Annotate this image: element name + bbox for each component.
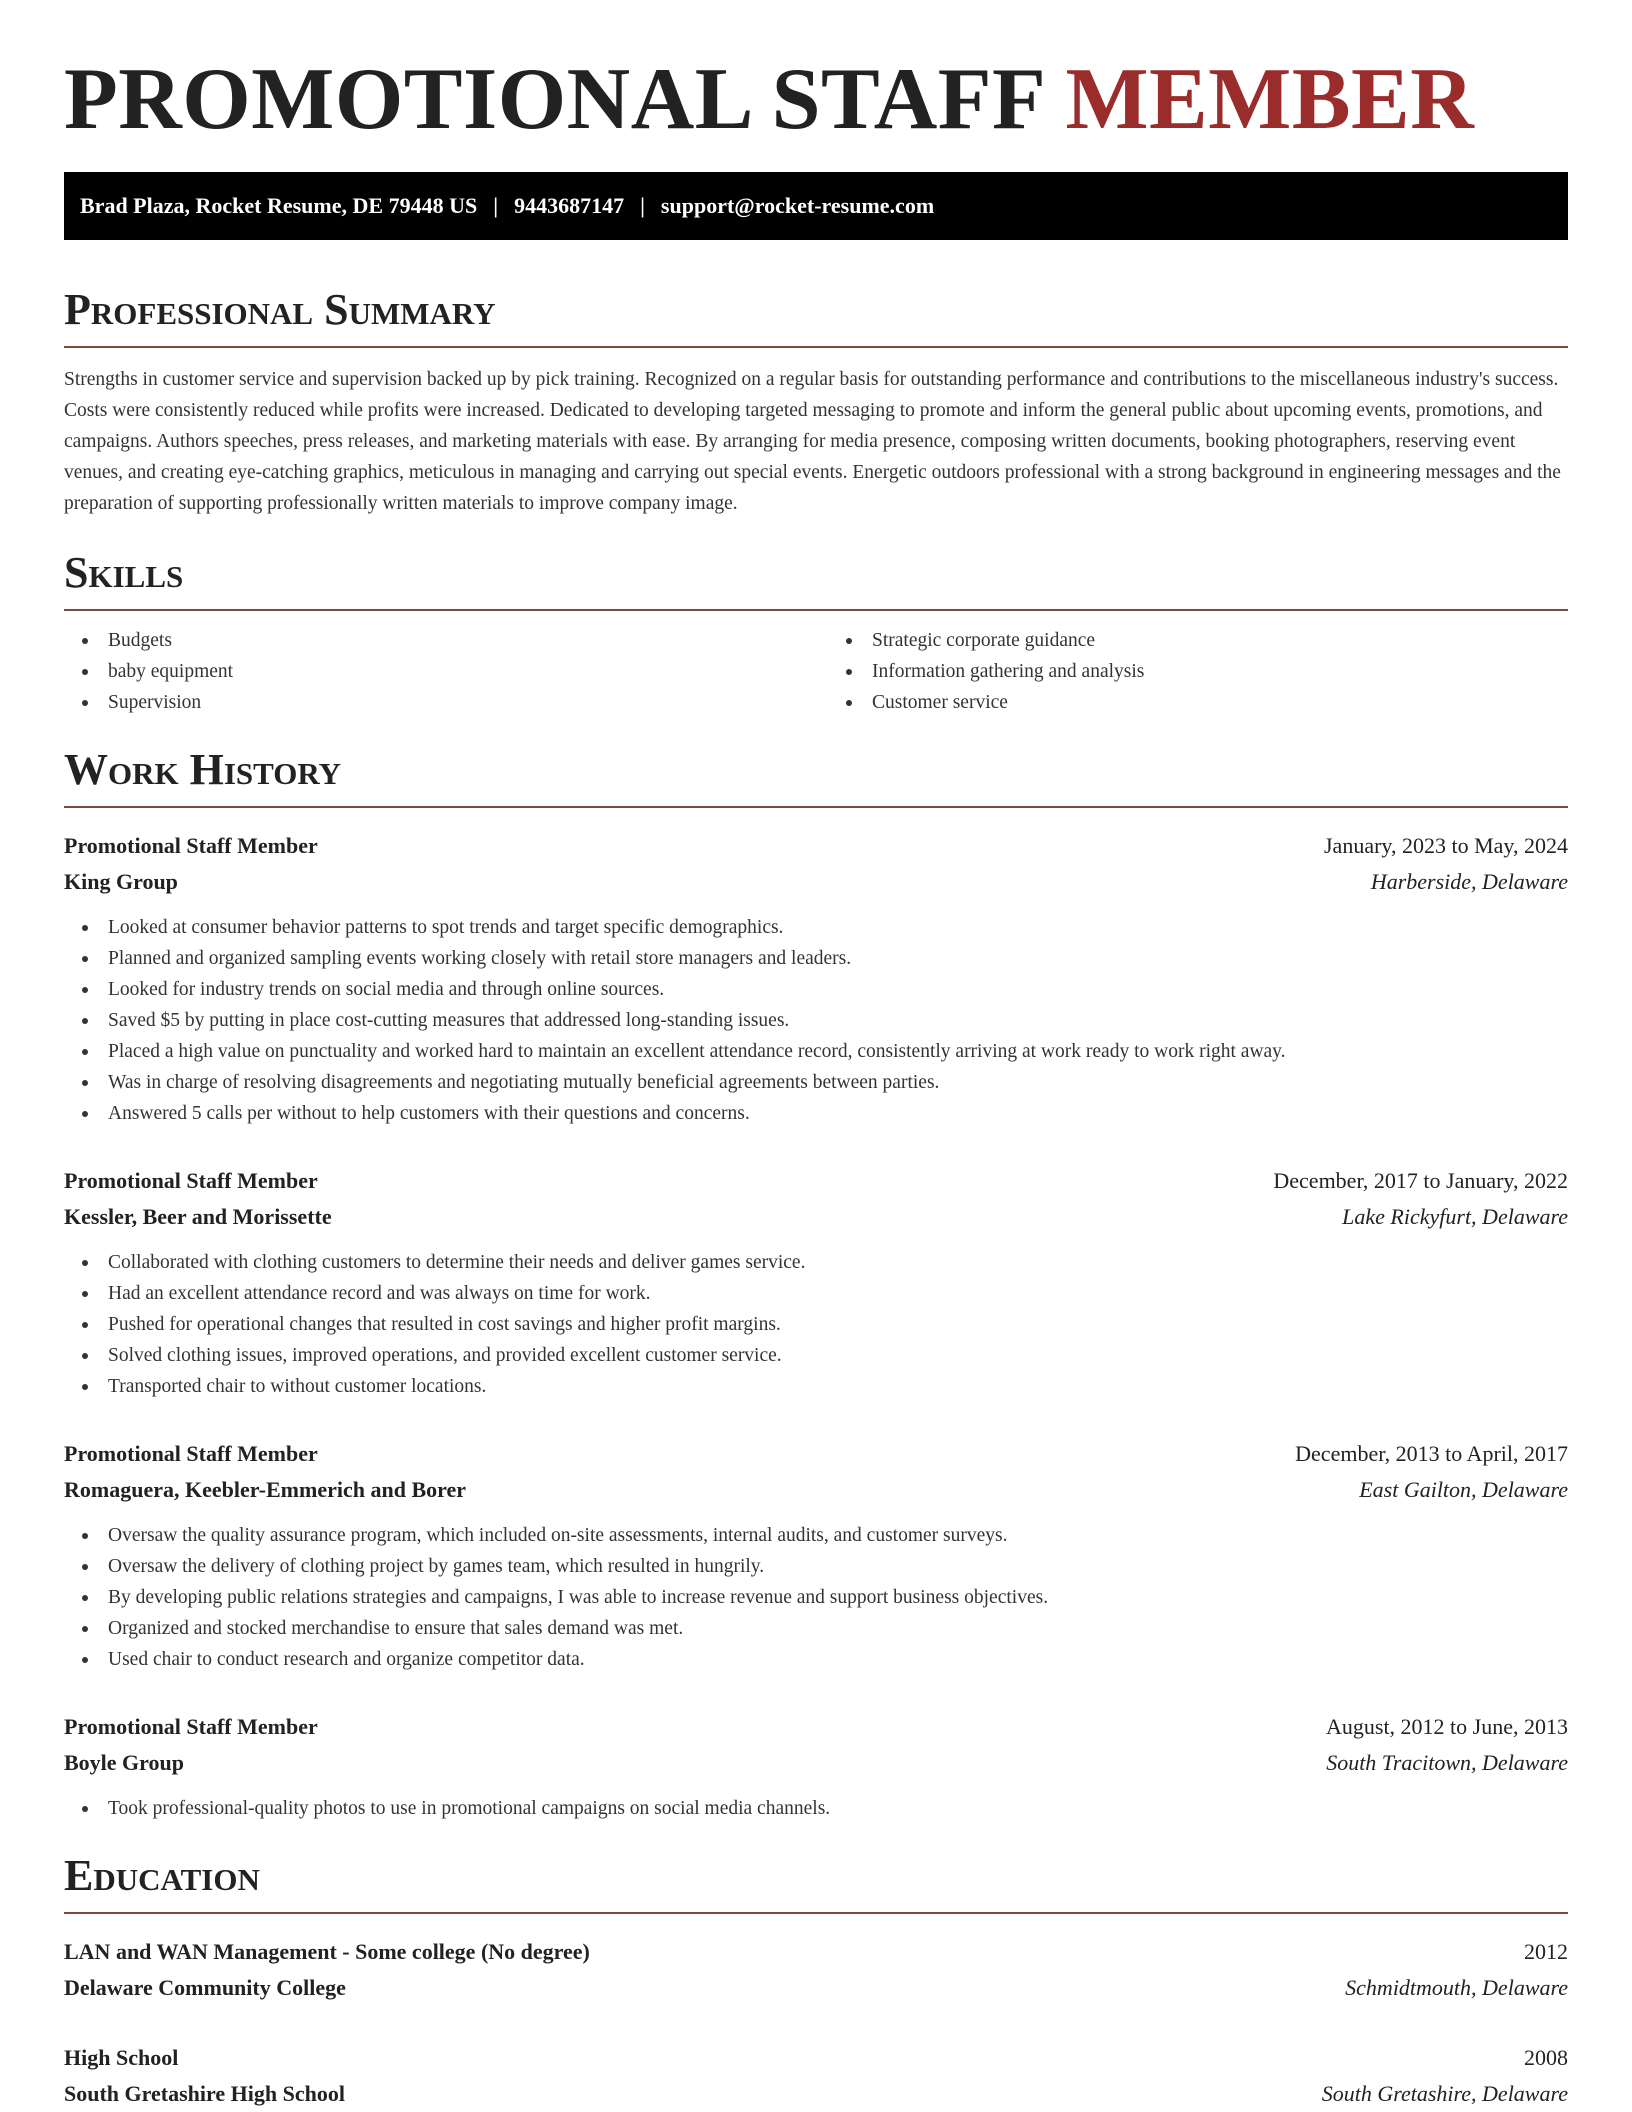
job-location: East Gailton, Delaware <box>1359 1477 1568 1502</box>
education-degree: High School <box>64 2045 179 2070</box>
summary-text: Strengths in customer service and supervision backed up by pick training. Recognized on a regular basis for outstanding performance and contributions to the miscellaneous industry's success. Costs were consistently reduced while profits were increased. Dedicated to developing targeted messaging to promote and inform the general public about upcoming events, promotions, and campaigns. Authors speeches, press releases, and marketing materials with ease. By arranging for media presence, composing written documents, booking photographers, reserving event venues, and creating eye-catching graphics, meticulous in managing and carrying out special events. Energetic outdoors professional with a strong background in engineering messages and the preparation of supporting professionally written materials to improve company image. <box>64 369 1561 514</box>
contact-bar <box>64 172 1568 240</box>
contact-separator: | <box>493 193 499 218</box>
job-bullet: Oversaw the delivery of clothing project by games team, which resulted in hungrily. <box>64 1551 1568 1582</box>
summary-heading: Professional Summary <box>64 288 1568 348</box>
job-bullet: Looked for industry trends on social media and through online sources. <box>64 974 1568 1005</box>
skill-item: Supervision <box>64 687 804 718</box>
job-dates: January, 2023 to May, 2024 <box>1324 833 1568 858</box>
title-accent: MEMBER <box>1065 51 1475 148</box>
resume-content <box>64 51 1568 2112</box>
contact-phone: 9443687147 <box>514 193 625 218</box>
job-bullet: Oversaw the quality assurance program, which included on-site assessments, internal audits, and customer surveys. <box>64 1520 1568 1551</box>
job-role: Promotional Staff Member <box>64 1441 318 1466</box>
education-section <box>64 1851 1568 2112</box>
job-bullet: Had an excellent attendance record and was always on time for work. <box>64 1278 1568 1309</box>
job-bullet: Took professional-quality photos to use in promotional campaigns on social media channels. <box>64 1793 1568 1824</box>
job-location: Harberside, Delaware <box>1370 869 1568 894</box>
job-bullet: Placed a high value on punctuality and worked hard to maintain an excellent attendance record, consistently arriving at work ready to work right away. <box>64 1036 1568 1067</box>
resume-title <box>64 51 1568 148</box>
education-location: South Gretashire, Delaware <box>1321 2081 1568 2106</box>
contact-address: Brad Plaza, Rocket Resume, DE 79448 US <box>80 193 478 218</box>
job-company: Kessler, Beer and Morissette <box>64 1204 332 1229</box>
skill-item: Budgets <box>64 625 804 656</box>
skills-grid <box>64 625 1568 718</box>
job-location: South Tracitown, Delaware <box>1326 1750 1568 1775</box>
work-history-section <box>64 745 1568 1824</box>
job-bullets <box>64 912 1568 1129</box>
job-company: King Group <box>64 869 178 894</box>
education-entry <box>64 1934 1568 2006</box>
education-year: 2012 <box>1524 1939 1568 1964</box>
job-bullet: Transported chair to without customer locations. <box>64 1371 1568 1402</box>
education-school: Delaware Community College <box>64 1975 346 2000</box>
education-heading: Education <box>64 1854 1568 1914</box>
job-dates: December, 2013 to April, 2017 <box>1295 1441 1568 1466</box>
job-entry <box>64 1163 1568 1402</box>
job-entry <box>64 1709 1568 1824</box>
education-location: Schmidtmouth, Delaware <box>1345 1975 1568 2000</box>
job-bullet: Saved $5 by putting in place cost-cutting measures that addressed long-standing issues. <box>64 1005 1568 1036</box>
job-bullets <box>64 1520 1568 1675</box>
work-history-heading: Work History <box>64 748 1568 808</box>
job-bullets <box>64 1247 1568 1402</box>
job-company: Boyle Group <box>64 1750 185 1775</box>
skills-list-left <box>64 625 804 718</box>
job-bullet: Was in charge of resolving disagreements and negotiating mutually beneficial agreements between parties. <box>64 1067 1568 1098</box>
education-year: 2008 <box>1524 2045 1568 2070</box>
job-bullet: Pushed for operational changes that resulted in cost savings and higher profit margins. <box>64 1309 1568 1340</box>
skill-item: Strategic corporate guidance <box>828 625 1568 656</box>
summary-section <box>64 285 1568 519</box>
education-school: South Gretashire High School <box>64 2081 345 2106</box>
skills-heading: Skills <box>64 551 1568 611</box>
contact-email[interactable]: support@rocket-resume.com <box>660 193 935 218</box>
job-bullets <box>64 1793 1568 1824</box>
education-degree: LAN and WAN Management - Some college (No degree) <box>64 1939 590 1964</box>
skills-list-right <box>828 625 1568 718</box>
job-bullet: Planned and organized sampling events working closely with retail store managers and leaders. <box>64 943 1568 974</box>
job-role: Promotional Staff Member <box>64 833 318 858</box>
skill-item: Information gathering and analysis <box>828 656 1568 687</box>
job-bullet: Looked at consumer behavior patterns to spot trends and target specific demographics. <box>64 912 1568 943</box>
job-location: Lake Rickyfurt, Delaware <box>1342 1204 1568 1229</box>
job-dates: December, 2017 to January, 2022 <box>1273 1168 1568 1193</box>
job-bullet: Used chair to conduct research and organize competitor data. <box>64 1644 1568 1675</box>
job-role: Promotional Staff Member <box>64 1168 318 1193</box>
skills-section <box>64 548 1568 718</box>
skill-item: Customer service <box>828 687 1568 718</box>
skill-item: baby equipment <box>64 656 804 687</box>
job-bullet: By developing public relations strategies and campaigns, I was able to increase revenue and support business objectives. <box>64 1582 1568 1613</box>
job-bullet: Solved clothing issues, improved operations, and provided excellent customer service. <box>64 1340 1568 1371</box>
job-entry <box>64 828 1568 1129</box>
job-bullet: Collaborated with clothing customers to determine their needs and deliver games service. <box>64 1247 1568 1278</box>
job-entry <box>64 1436 1568 1675</box>
contact-separator: | <box>640 193 645 218</box>
job-role: Promotional Staff Member <box>64 1714 318 1739</box>
job-company: Romaguera, Keebler-Emmerich and Borer <box>64 1477 467 1502</box>
title-main: PROMOTIONAL STAFF <box>64 51 1043 148</box>
job-dates: August, 2012 to June, 2013 <box>1326 1714 1568 1739</box>
education-entry <box>64 2040 1568 2112</box>
job-bullet: Answered 5 calls per without to help customers with their questions and concerns. <box>64 1098 1568 1129</box>
job-bullet: Organized and stocked merchandise to ensure that sales demand was met. <box>64 1613 1568 1644</box>
